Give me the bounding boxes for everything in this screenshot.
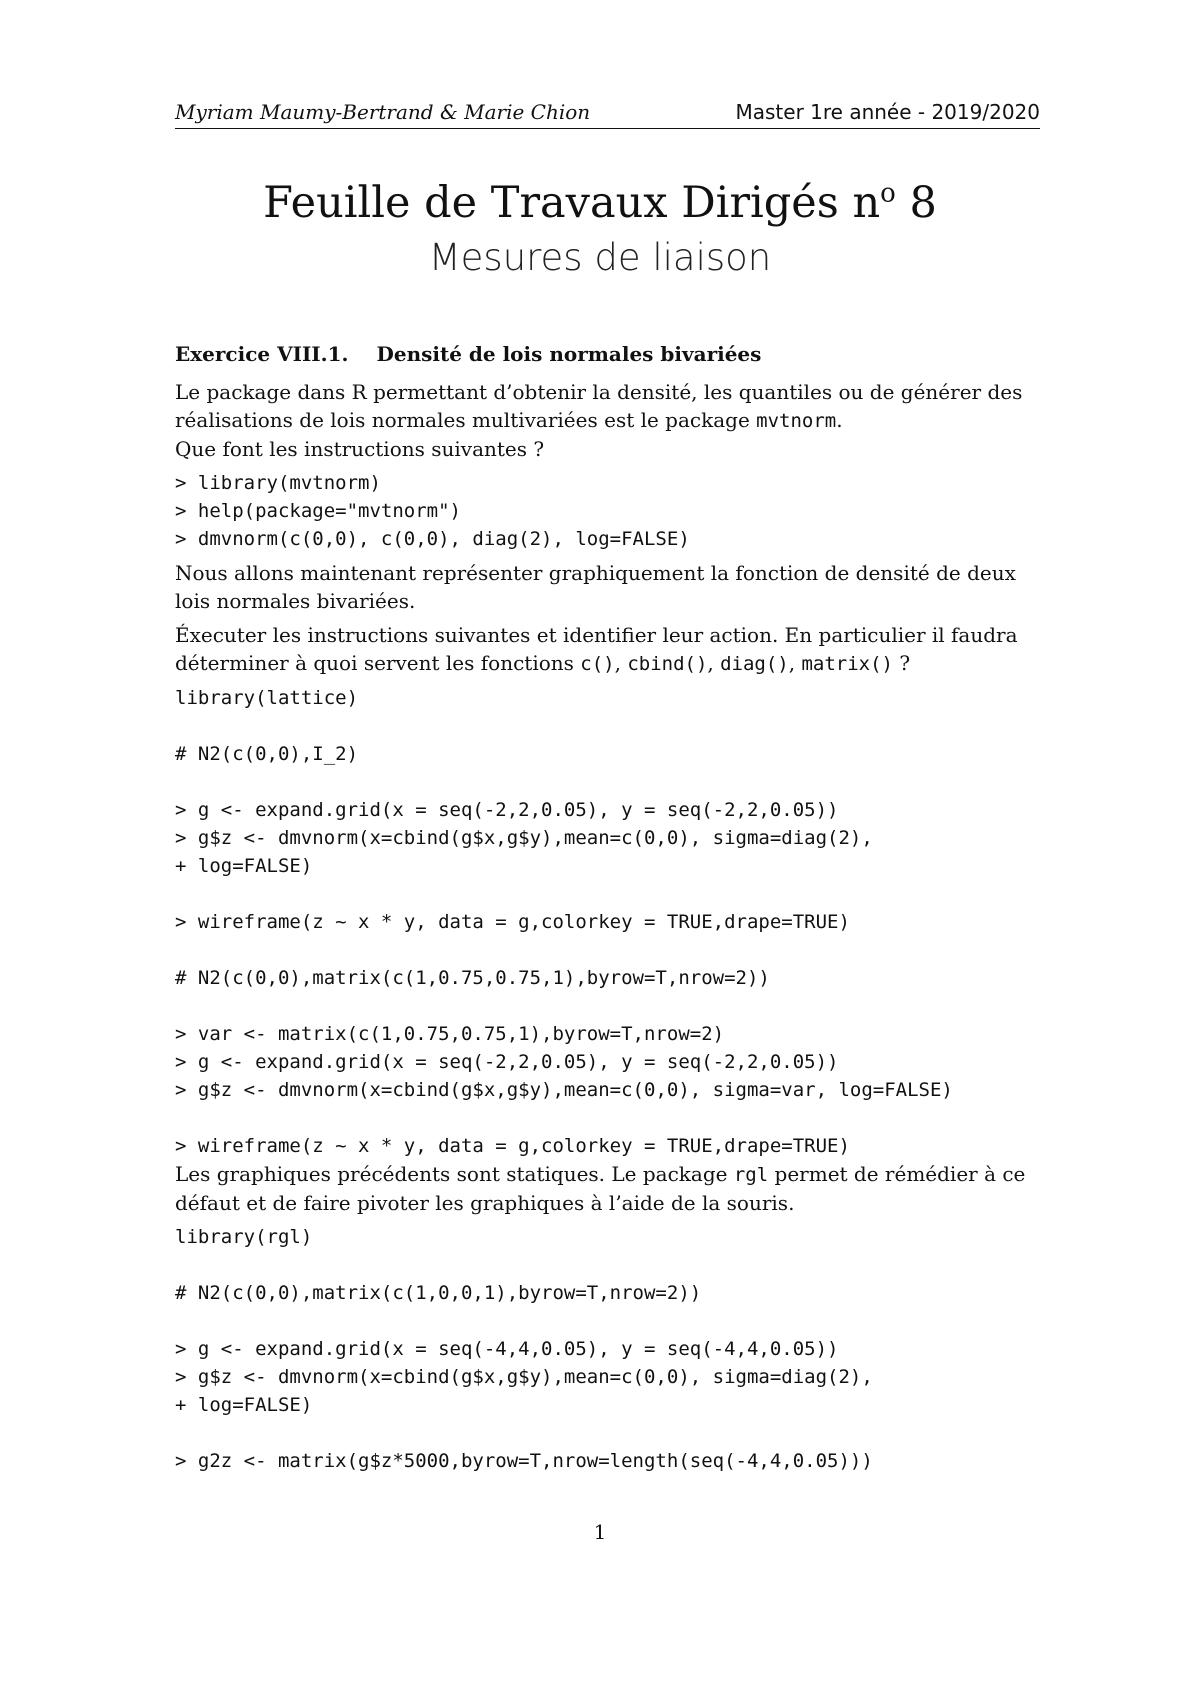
para4-text: Les graphiques précédents sont statiques. Le package: [175, 1162, 728, 1186]
paragraph-4: [175, 1160, 1040, 1217]
sep-3: ,: [788, 651, 796, 675]
page-number: 1: [593, 1520, 607, 1544]
title-superscript: o: [880, 178, 896, 209]
intro-paragraph: [175, 378, 1040, 463]
sep-2: ,: [707, 651, 714, 675]
header-authors: Myriam Maumy-Bertrand & Marie Chion: [175, 100, 591, 124]
header-course: Master 1re année - 2019/2020: [735, 100, 1040, 124]
fn-matrix: matrix(): [801, 653, 893, 675]
para3-text: Éxecuter les instructions suivantes et identifier leur action. En particulier il faudra déterminer à quoi servent les fonctions: [175, 623, 1018, 675]
code-block-3: library(rgl) # N2(c(0,0),matrix(c(1,0,0,1),byrow=T,nrow=2)) > g <- expand.grid(x = seq(-4,4,0.05), y = seq(-4,4,0.05)) > g$z <- dmvnorm(x=cbind(g$x,g$y),mean=c(0,0), sigma=diag(2), + log=FALSE) > g2z <- matrix(g$z*5000,byrow=T,nrow=length(seq(-4,4,0.05))): [175, 1226, 873, 1472]
fn-c: c(): [580, 653, 615, 675]
title-text: Feuille de Travaux Dirigés n: [263, 178, 881, 228]
intro-package-code: mvtnorm: [756, 410, 837, 432]
para3-end: ?: [892, 651, 911, 675]
rgl-code: rgl: [733, 1164, 769, 1186]
question-text: Que font les instructions suivantes ?: [175, 437, 545, 461]
fn-cbind: cbind(): [627, 653, 708, 675]
exercise-heading: [175, 340, 1040, 368]
code-block-1: > library(mvtnorm) > help(package="mvtnorm") > dmvnorm(c(0,0), c(0,0), diag(2), log=FALSE): [175, 472, 690, 550]
exercise-title: Densité de lois normales bivariées: [376, 342, 762, 366]
para4-end: permet de rémédier à ce défaut et de faire pivoter les graphiques à l’aide de la souris.: [175, 1162, 1026, 1215]
sep-1: ,: [614, 651, 621, 675]
paragraph-2: Nous allons maintenant représenter graphiquement la fonction de densité de deux lois normales bivariées.: [175, 561, 1016, 613]
exercise-body: [175, 340, 1040, 1475]
code-block-2: library(lattice) # N2(c(0,0),I_2) > g <- expand.grid(x = seq(-2,2,0.05), y = seq(-2,2,0.05)) > g$z <- dmvnorm(x=cbind(g$x,g$y),mean=c(0,0), sigma=diag(2), + log=FALSE) > wireframe(z ~ x * y, data = g,colorkey = TRUE,drape=TRUE) # N2(c(0,0),matrix(c(1,0.75,0.75,1),byrow=T,nrow=2)) > var <- matrix(c(1,0.75,0.75,1),byrow=T,nrow=2) > g <- expand.grid(x = seq(-2,2,0.05), y = seq(-2,2,0.05)) > g$z <- dmvnorm(x=cbind(g$x,g$y),mean=c(0,0), sigma=var, log=FALSE) > wireframe(z ~ x * y, data = g,colorkey = TRUE,drape=TRUE): [175, 687, 953, 1157]
fn-diag: diag(): [720, 653, 789, 675]
page-subtitle: Mesures de liaison: [428, 236, 772, 279]
title-number: 8: [895, 178, 937, 228]
intro-end: .: [836, 408, 843, 432]
exercise-number: Exercice VIII.1.: [175, 342, 349, 366]
page-title: [0, 178, 1200, 228]
intro-text: Le package dans R permettant d’obtenir la densité, les quantiles ou de générer des réalisations de lois normales multivariées est le package: [175, 380, 1023, 432]
paragraph-3: [175, 621, 1040, 678]
running-header: [175, 94, 1040, 129]
